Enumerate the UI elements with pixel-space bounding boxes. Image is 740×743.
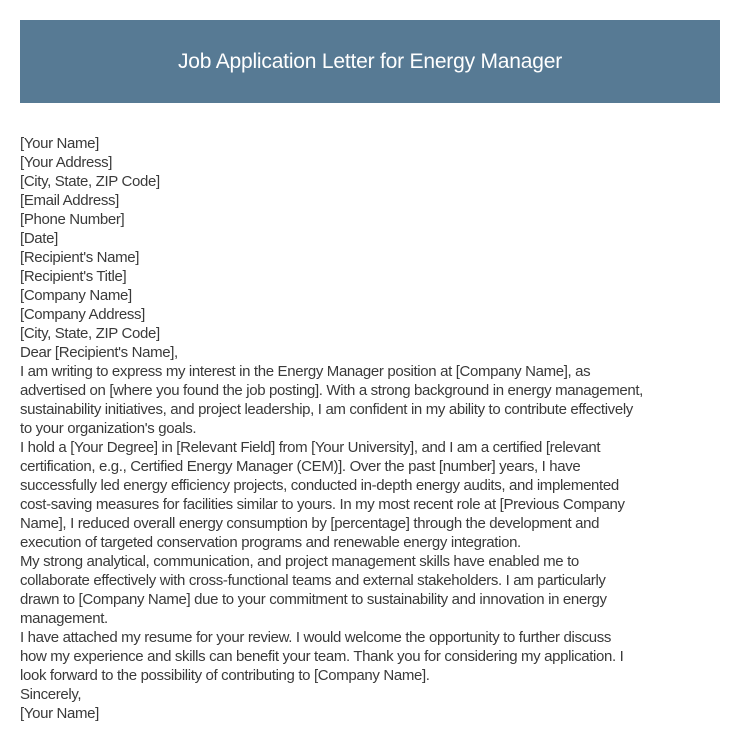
letter-date: [Date]	[20, 230, 58, 247]
paragraph-line: Name], I reduced overall energy consumption by [percentage] through the development and	[20, 515, 600, 532]
closing: Sincerely,	[20, 686, 82, 703]
letter-title-banner	[20, 20, 720, 103]
paragraph-line: collaborate effectively with cross-functional teams and external stakeholders. I am particularly	[20, 572, 606, 589]
signature: [Your Name]	[20, 705, 99, 722]
paragraph-line: advertised on [where you found the job posting]. With a strong background in energy management,	[20, 382, 643, 399]
paragraph-line: cost-saving measures for facilities similar to yours. In my most recent role at [Previous Company	[20, 496, 625, 513]
paragraph-line: look forward to the possibility of contributing to [Company Name].	[20, 667, 430, 684]
page-title: Job Application Letter for Energy Manager	[177, 49, 563, 73]
sender-name: [Your Name]	[20, 135, 99, 152]
paragraph-intro	[20, 362, 730, 438]
paragraph-line: certification, e.g., Certified Energy Manager (CEM)]. Over the past [number] years, I have	[20, 458, 581, 475]
paragraph-line: management.	[20, 610, 108, 627]
paragraph-line: execution of targeted conservation programs and renewable energy integration.	[20, 534, 521, 551]
paragraph-line: I am writing to express my interest in the Energy Manager position at [Company Name], as	[20, 363, 591, 380]
paragraph-line: My strong analytical, communication, and project management skills have enabled me to	[20, 553, 579, 570]
company-name: [Company Name]	[20, 287, 132, 304]
paragraph-line: how my experience and skills can benefit your team. Thank you for considering my application. I	[20, 648, 624, 665]
sender-block	[20, 134, 730, 248]
recipient-title: [Recipient's Title]	[20, 268, 127, 285]
paragraph-line: I have attached my resume for your review. I would welcome the opportunity to further discuss	[20, 629, 612, 646]
paragraph-closing	[20, 628, 730, 685]
sender-address: [Your Address]	[20, 154, 113, 171]
recipient-block	[20, 248, 730, 343]
paragraph-line: successfully led energy efficiency projects, conducted in-depth energy audits, and implemented	[20, 477, 619, 494]
sender-city-state-zip: [City, State, ZIP Code]	[20, 173, 160, 190]
sender-phone: [Phone Number]	[20, 211, 125, 228]
paragraph-line: I hold a [Your Degree] in [Relevant Field] from [Your University], and I am a certified [relevant	[20, 439, 601, 456]
sender-email: [Email Address]	[20, 192, 119, 209]
paragraph-line: drawn to [Company Name] due to your commitment to sustainability and innovation in energy	[20, 591, 607, 608]
paragraph-qualifications	[20, 438, 730, 552]
salutation: Dear [Recipient's Name],	[20, 344, 178, 361]
paragraph-line: to your organization's goals.	[20, 420, 197, 437]
company-address: [Company Address]	[20, 306, 145, 323]
paragraph-skills	[20, 552, 730, 628]
company-city-state-zip: [City, State, ZIP Code]	[20, 325, 160, 342]
recipient-name: [Recipient's Name]	[20, 249, 140, 266]
paragraph-line: sustainability initiatives, and project leadership, I am confident in my ability to contribute effectively	[20, 401, 633, 418]
letter-body	[20, 134, 730, 723]
